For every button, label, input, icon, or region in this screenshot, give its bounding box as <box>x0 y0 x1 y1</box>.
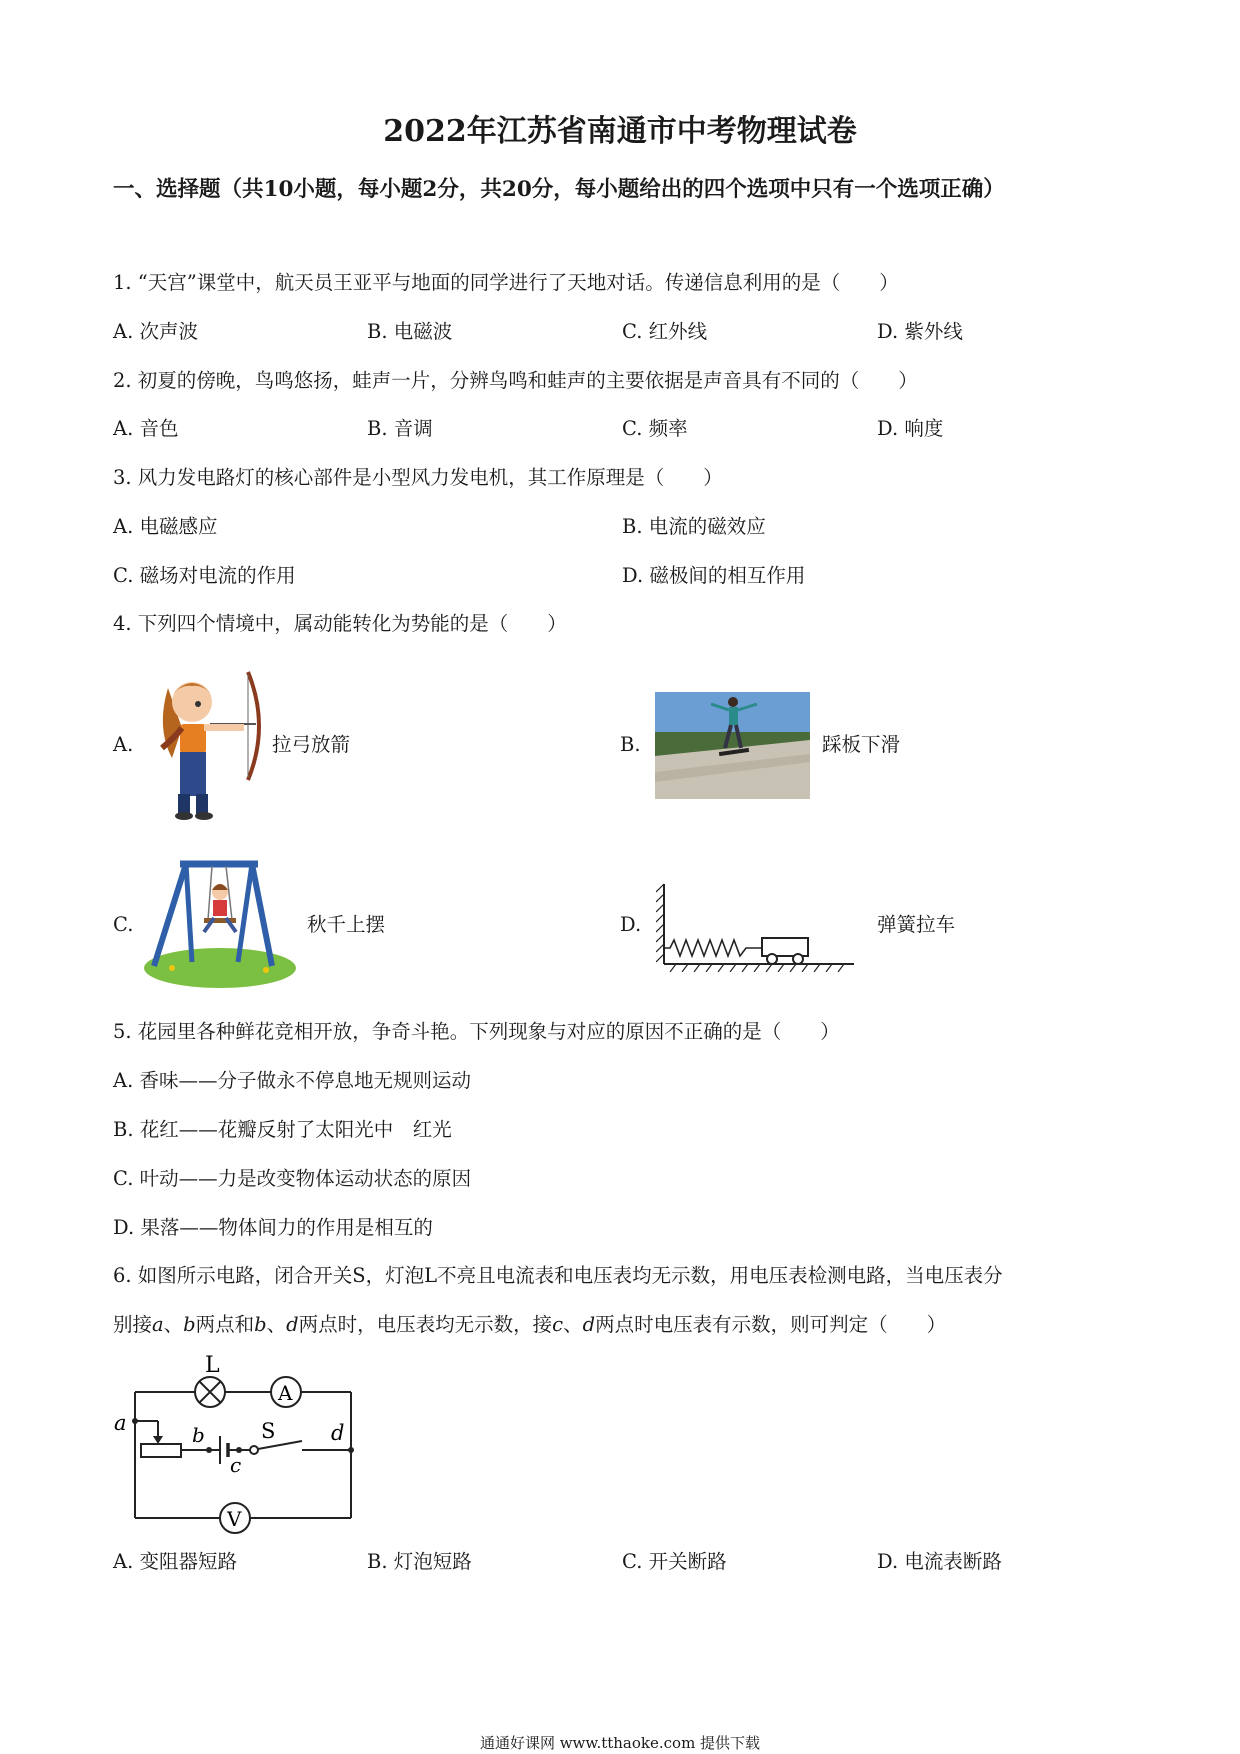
q4-option-d-caption: 弹簧拉车 <box>877 913 956 936</box>
circuit-diagram <box>108 1348 368 1538</box>
q3-option-c: C. 磁场对电流的作用 <box>113 564 296 587</box>
q5-option-d: D. 果落——物体间力的作用是相互的 <box>113 1216 433 1239</box>
stem-text: 、 <box>266 1313 287 1336</box>
rheostat-symbol <box>141 1444 181 1457</box>
q6-option-c: C. 开关断路 <box>622 1550 727 1573</box>
point-label: d <box>286 1313 299 1336</box>
switch-symbol <box>250 1446 258 1454</box>
q4-option-c-caption: 秋千上摆 <box>307 913 386 936</box>
question-6-stem-line-1: 6. 如图所示电路，闭合开关S，灯泡L不亮且电流表和电压表均无示数，用电压表检测电路，当电压表分 <box>113 1264 1003 1287</box>
question-6-stem-line-2 <box>113 1311 946 1339</box>
switch-label: S <box>261 1419 276 1443</box>
swing-picture <box>142 858 297 988</box>
skateboard-photo <box>655 692 810 799</box>
q3-option-a: A. 电磁感应 <box>113 515 218 538</box>
q4-option-b-caption: 踩板下滑 <box>822 733 901 756</box>
q3-option-d: D. 磁极间的相互作用 <box>622 564 806 587</box>
point-a-label: a <box>114 1411 127 1435</box>
page-title: 2022年江苏省南通市中考物理试卷 <box>383 114 857 149</box>
q2-option-c: C. 频率 <box>622 417 688 440</box>
stem-text: 两点时，电压表均无示数，接 <box>298 1313 553 1336</box>
question-5-stem: 5. 花园里各种鲜花竞相开放，争奇斗艳。下列现象与对应的原因不正确的是（ ） <box>113 1020 840 1043</box>
section-heading: 一、选择题（共10小题，每小题2分，共20分，每小题给出的四个选项中只有一个选项正确） <box>113 177 1005 202</box>
point-d-label: d <box>331 1421 345 1445</box>
q1-option-b: B. 电磁波 <box>367 320 453 343</box>
question-1-stem: 1. “天宫”课堂中，航天员王亚平与地面的同学进行了天地对话。传递信息利用的是（ ） <box>113 271 899 294</box>
point-label: d <box>582 1313 596 1336</box>
q4-option-d-letter: D. <box>620 913 642 936</box>
q4-option-c-letter: C. <box>113 913 134 936</box>
point-b-label: b <box>192 1423 205 1447</box>
point-label: b <box>183 1313 196 1336</box>
spring-cart-diagram <box>656 880 856 972</box>
q5-option-a: A. 香味——分子做永不停息地无规则运动 <box>113 1069 471 1092</box>
question-4-stem: 4. 下列四个情境中，属动能转化为势能的是（ ） <box>113 612 567 635</box>
point-label: c <box>552 1313 564 1336</box>
q5-option-b: B. 花红——花瓣反射了太阳光中 红光 <box>113 1118 452 1141</box>
point-label: b <box>254 1313 267 1336</box>
q3-option-b: B. 电流的磁效应 <box>622 515 766 538</box>
girl-archery-picture <box>148 668 266 822</box>
question-2-stem: 2. 初夏的傍晚，鸟鸣悠扬，蛙声一片，分辨鸟鸣和蛙声的主要依据是声音具有不同的（ ） <box>113 369 918 392</box>
stem-text: 别接 <box>113 1313 153 1336</box>
stem-text: 、 <box>563 1313 583 1336</box>
q5-option-c: C. 叶动——力是改变物体运动状态的原因 <box>113 1167 472 1190</box>
ammeter-label: A <box>278 1381 293 1405</box>
stem-text: 、 <box>163 1313 184 1336</box>
q6-option-b: B. 灯泡短路 <box>367 1550 472 1573</box>
page-footer: 通通好课网 www.tthaoke.com 提供下载 <box>479 1734 761 1752</box>
stem-text: 两点时电压表有示数，则可判定（ ） <box>595 1313 947 1336</box>
point-c-label: c <box>230 1453 242 1477</box>
q6-option-d: D. 电流表断路 <box>877 1550 1002 1573</box>
question-3-stem: 3. 风力发电路灯的核心部件是小型风力发电机，其工作原理是（ ） <box>113 466 723 489</box>
voltmeter-label: V <box>227 1507 242 1531</box>
q2-option-d: D. 响度 <box>877 417 944 440</box>
point-label: a <box>152 1313 164 1336</box>
stem-text: 两点和 <box>195 1313 255 1336</box>
q2-option-b: B. 音调 <box>367 417 433 440</box>
q2-option-a: A. 音色 <box>113 417 179 440</box>
q4-option-a-letter: A. <box>113 733 134 756</box>
q1-option-a: A. 次声波 <box>113 320 198 343</box>
q6-option-a: A. 变阻器短路 <box>113 1550 237 1573</box>
q1-option-d: D. 紫外线 <box>877 320 963 343</box>
q4-option-b-letter: B. <box>620 733 641 756</box>
q4-option-a-caption: 拉弓放箭 <box>272 733 351 756</box>
lamp-label: L <box>205 1353 220 1378</box>
q1-option-c: C. 红外线 <box>622 320 708 343</box>
